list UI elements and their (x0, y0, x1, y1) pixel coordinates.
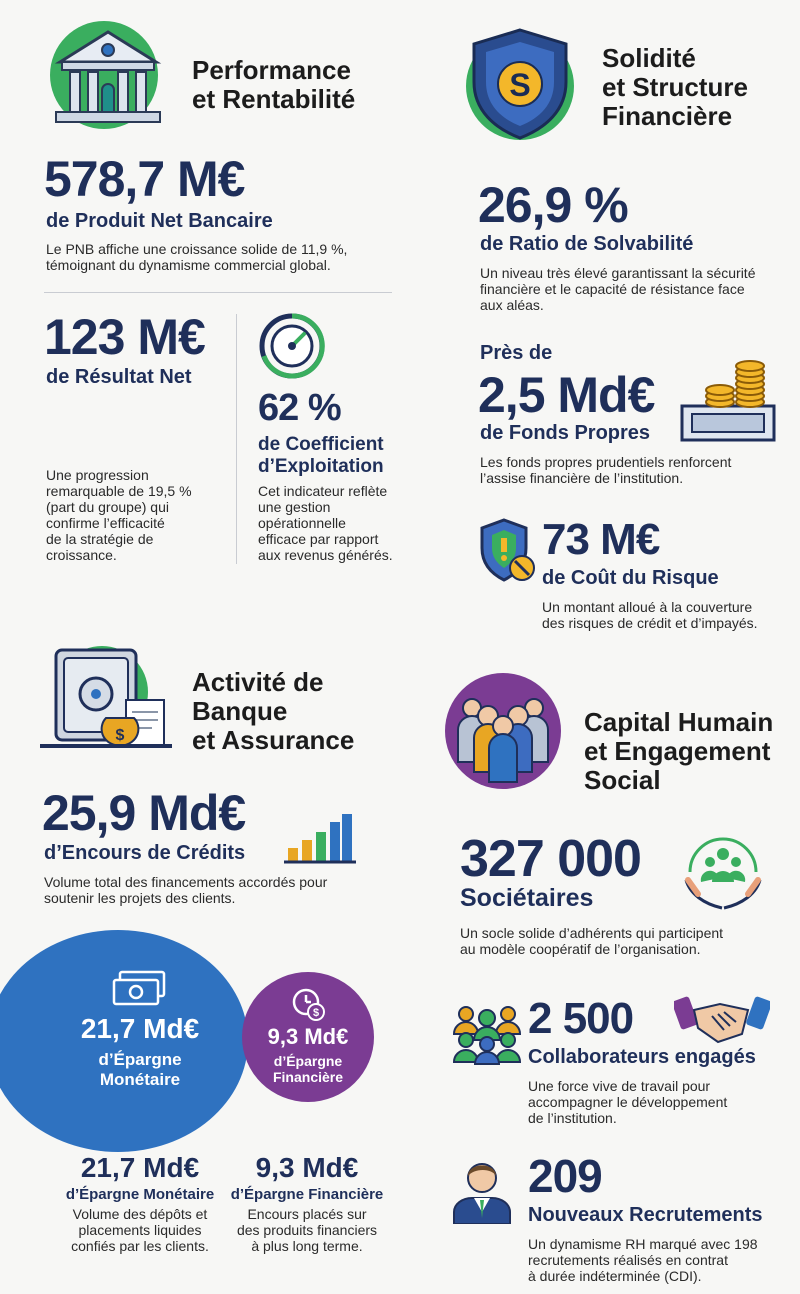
businessman-icon (450, 1154, 514, 1224)
ratio-label: de Ratio de Solvabilité (480, 233, 694, 255)
hands-icon-wrap (682, 832, 764, 914)
risque-value: 73 M€ (542, 515, 660, 564)
circle-monetaire-label: d’Épargne Monétaire (98, 1050, 182, 1089)
businessman-icon-wrap (450, 1154, 514, 1224)
gauge-icon (258, 312, 326, 380)
encours-desc: Volume total des financements accordés pour soutenir les projets des clients. (44, 874, 328, 906)
shield-dollar-icon (458, 24, 582, 142)
svg-text:S: S (509, 67, 531, 103)
pnb-label: de Produit Net Bancaire (46, 210, 273, 232)
people-group-icon (442, 672, 564, 790)
shield-warning-icon (478, 516, 538, 584)
banque-title: Activité de Banque et Assurance (192, 667, 355, 755)
coins-icon-wrap (680, 352, 776, 442)
net-label: de Résultat Net (46, 366, 192, 388)
ratio-value: 26,9 % (478, 177, 628, 233)
financiere-desc: Encours placés sur des produits financiers à plus long terme. (236, 1206, 378, 1254)
fonds-desc: Les fonds propres prudentiels renforcent l’assise financière de l’institution. (480, 454, 732, 486)
people-team-icon (450, 1000, 524, 1066)
collab-value: 2 500 (528, 994, 634, 1043)
team-icon-wrap (450, 1000, 524, 1066)
people-icon-wrap (442, 672, 564, 790)
clock-dollar-icon (290, 986, 326, 1022)
societaires-label: Sociétaires (460, 884, 594, 912)
financiere-value: 9,3 Md€ (255, 1152, 359, 1183)
safe-icon-wrap (36, 640, 176, 756)
fonds-value: 2,5 Md€ (478, 367, 655, 423)
monetaire-desc: Volume des dépôts et placements liquides confiés par les clients. (71, 1206, 209, 1254)
handshake-icon-wrap (674, 992, 770, 1046)
shield-warning-wrap (478, 516, 538, 584)
coef-label: de Coefficient d’Exploitation (258, 434, 384, 477)
coef-desc: Cet indicateur reflète une gestion opérationnelle efficace par rapport aux revenus générés. (258, 483, 393, 563)
societaires-desc: Un socle solide d’adhérents qui participent au modèle coopératif de l’organisation. (460, 925, 724, 957)
shield-icon-wrap (458, 24, 582, 142)
humain-title: Capital Humain et Engagement Social (584, 707, 774, 795)
recrut-label: Nouveaux Recrutements (528, 1204, 763, 1226)
circle-financiere-value: 9,3 Md€ (267, 1024, 349, 1049)
coins-stack-icon (680, 352, 776, 442)
coef-value: 62 % (258, 387, 341, 429)
net-desc: Une progression remarquable de 19,5 % (part du groupe) qui confirme l’efficacité de la stratégie de croissance. (46, 467, 192, 563)
risque-label: de Coût du Risque (542, 567, 719, 589)
risque-desc: Un montant alloué à la couverture des risques de crédit et d’impayés. (542, 599, 758, 631)
svg-text:$: $ (115, 727, 125, 744)
clock-icon-wrap (290, 986, 326, 1022)
barchart-icon-wrap (284, 812, 356, 864)
recrut-desc: Un dynamisme RH marqué avec 198 recrutements réalisés en contrat à durée indéterminée (CDI). (528, 1236, 758, 1284)
encours-value: 25,9 Md€ (42, 785, 246, 841)
banknote-icon-wrap (112, 970, 168, 1008)
solidite-title: Solidité et Structure Financière (602, 43, 748, 131)
handshake-icon (674, 992, 770, 1046)
fonds-prefix: Près de (480, 342, 553, 364)
financiere-label: d’Épargne Financière (230, 1186, 384, 1203)
net-value: 123 M€ (44, 309, 205, 365)
collab-desc: Une force vive de travail pour accompagner le développement de l’institution. (528, 1078, 728, 1126)
fonds-label: de Fonds Propres (480, 422, 651, 444)
performance-icon-wrap (42, 20, 174, 130)
performance-vdivider (236, 314, 237, 564)
societaires-value: 327 000 (460, 830, 641, 888)
performance-title: Performance et Rentabilité (192, 55, 356, 114)
monetaire-value: 21,7 Md€ (80, 1152, 200, 1183)
pnb-value: 578,7 M€ (44, 151, 245, 207)
ratio-desc: Un niveau très élevé garantissant la sécurité financière et le capacité de résistance face aux aléas. (480, 265, 756, 313)
encours-label: d’Encours de Crédits (44, 842, 246, 864)
bar-chart-icon (284, 812, 356, 864)
collab-label: Collaborateurs engagés (528, 1046, 756, 1068)
monetaire-label: d’Épargne Monétaire (65, 1186, 215, 1203)
performance-divider (44, 292, 392, 293)
circle-financiere-label: d’Épargne Financière (272, 1053, 344, 1085)
pnb-desc: Le PNB affiche une croissance solide de 11,9 %, témoignant du dynamisme commercial global. (46, 241, 348, 273)
safe-icon (36, 640, 176, 756)
banknote-icon (112, 970, 168, 1008)
hands-people-icon (682, 832, 764, 914)
gauge-icon-wrap (258, 312, 326, 380)
circle-monetaire-value: 21,7 Md€ (80, 1013, 200, 1044)
bank-icon (42, 20, 174, 130)
svg-text:$: $ (312, 1007, 320, 1019)
recrut-value: 209 (528, 1150, 602, 1202)
